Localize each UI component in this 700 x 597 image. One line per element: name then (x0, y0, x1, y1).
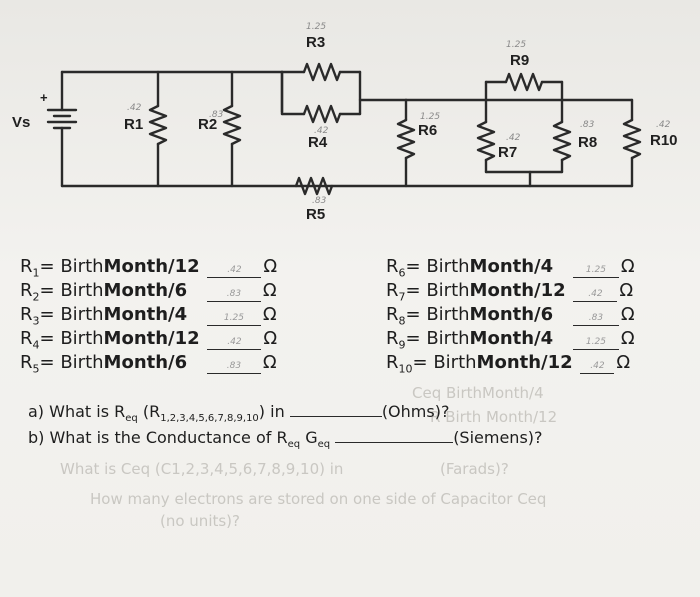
ghost-line-1: Ceq BirthMonth/4 (412, 384, 544, 402)
eq-r5: $R_5=$ BirthMonth/6 .83 Ω (20, 352, 277, 376)
eq-r10: $R_{10}=$ BirthMonth/12 .42 Ω (386, 352, 631, 376)
eq-r9: $R_9=$ BirthMonth/4 1.25 Ω (386, 328, 635, 352)
eq-r1: $R_1=$ BirthMonth/12 .42 Ω (20, 256, 278, 280)
label-r8: R8 (578, 134, 598, 151)
source-label: Vs (12, 114, 31, 131)
answer-b-blank[interactable] (335, 428, 453, 443)
ghost-line-6: (no units)? (160, 512, 240, 530)
source-plus: + (40, 90, 48, 105)
label-r4: R4 (308, 134, 328, 151)
ghost-line-5: How many electrons are stored on one side of Capacitor Ceq (90, 490, 547, 508)
r4-zigzag (304, 106, 340, 122)
r1-zigzag (150, 106, 166, 144)
ghost-line-2: R Birth Month/12 (430, 408, 558, 426)
label-r2: R2 (198, 116, 218, 133)
label-r3: R3 (306, 34, 326, 51)
hand-r4: .42 (314, 126, 329, 136)
label-r5: R5 (306, 206, 326, 223)
label-r6: R6 (418, 122, 438, 139)
r5-zigzag (296, 178, 332, 194)
circuit-diagram (0, 0, 700, 240)
r8-zigzag (554, 122, 570, 160)
eq-r3: $R_3=$ BirthMonth/4 1.25 Ω (20, 304, 277, 328)
hand-r5: .83 (312, 196, 327, 206)
r10-zigzag (624, 120, 640, 158)
label-r7: R7 (498, 144, 518, 161)
hand-r6: 1.25 (420, 112, 441, 122)
hand-r7: .42 (506, 133, 521, 143)
r2-zigzag (224, 106, 240, 144)
eq-r7: $R_7=$ BirthMonth/12 .42 Ω (386, 280, 634, 304)
ghost-line-3: What is Ceq (C1,2,3,4,5,6,7,8,9,10) in (60, 460, 344, 478)
hand-r9: 1.25 (506, 40, 527, 50)
r3-zigzag (304, 64, 340, 80)
eq-r2: $R_2=$ BirthMonth/6 .83 Ω (20, 280, 277, 304)
label-r1: R1 (124, 116, 144, 133)
eq-r8: $R_8=$ BirthMonth/6 .83 Ω (386, 304, 635, 328)
r6-zigzag (398, 120, 414, 158)
r7-zigzag (478, 122, 494, 160)
question-b: b) What is the Conductance of $R_{eq}$ $G_{eq}$ (Siemens)? (28, 428, 543, 451)
label-r9: R9 (510, 52, 530, 69)
label-r10: R10 (650, 132, 678, 149)
hand-r1: .42 (127, 103, 142, 113)
ghost-line-4: (Farads)? (440, 460, 509, 478)
eq-r6: $R_6=$ BirthMonth/4 1.25 Ω (386, 256, 635, 280)
hand-r2: .83 (209, 110, 224, 120)
hand-r8: .83 (580, 120, 595, 130)
question-a: a) What is $R_{eq}$ $(R_{1,2,3,4,5,6,7,8,9,10})$ in (Ohms)? (28, 402, 450, 425)
hand-r10: .42 (656, 120, 671, 130)
hand-r3: 1.25 (306, 22, 327, 32)
answer-a-blank[interactable] (290, 402, 382, 417)
eq-r4: $R_4=$ BirthMonth/12 .42 Ω (20, 328, 278, 352)
r9-zigzag (506, 74, 542, 90)
